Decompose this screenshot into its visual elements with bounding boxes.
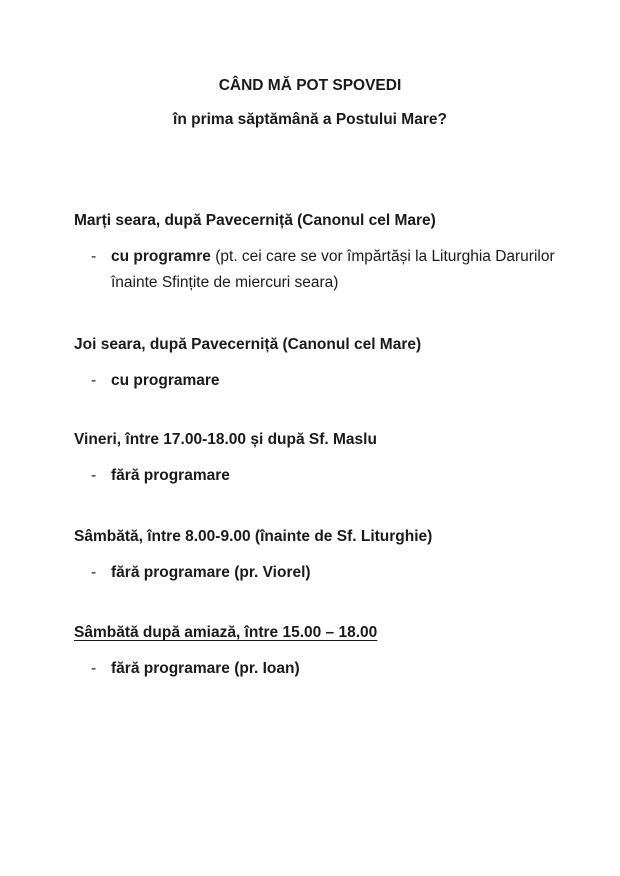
section-heading: Sâmbătă după amiază, între 15.00 – 18.00 bbox=[74, 624, 378, 641]
section-heading: Joi seara, după Pavecerniță (Canonul cel Mare) bbox=[74, 336, 422, 353]
page-title: CÂND MĂ POT SPOVEDI bbox=[218, 77, 402, 94]
list-item bbox=[74, 560, 594, 586]
dash-bullet: - bbox=[91, 660, 97, 677]
schedule-section-saturday-afternoon bbox=[74, 622, 594, 682]
item-emphasis: fără programare bbox=[111, 467, 230, 484]
section-heading: Sâmbătă, între 8.00-9.00 (înainte de Sf. Liturghie) bbox=[74, 528, 433, 545]
page-subtitle: în prima săptămână a Postului Mare? bbox=[173, 111, 447, 128]
dash-bullet: - bbox=[91, 564, 97, 581]
schedule-section-thursday bbox=[74, 334, 594, 394]
dash-bullet: - bbox=[91, 248, 97, 265]
item-emphasis: fără programare (pr. Ioan) bbox=[111, 660, 300, 677]
item-emphasis: fără programare (pr. Viorel) bbox=[111, 564, 311, 581]
list-item bbox=[74, 463, 594, 489]
item-emphasis: cu programre bbox=[111, 248, 211, 265]
item-emphasis: cu programare bbox=[111, 372, 220, 389]
list-item bbox=[74, 656, 594, 682]
dash-bullet: - bbox=[91, 372, 97, 389]
dash-bullet: - bbox=[91, 467, 97, 484]
schedule-section-saturday-morning bbox=[74, 526, 594, 586]
schedule-section-friday bbox=[74, 429, 594, 489]
section-heading: Vineri, între 17.00-18.00 și după Sf. Maslu bbox=[74, 431, 377, 448]
item-note: (pt. cei care se vor împărtăși la Liturghia Darurilor înainte Sfințite de miercuri seara) bbox=[111, 248, 555, 291]
section-heading: Marți seara, după Pavecerniță (Canonul cel Mare) bbox=[74, 212, 436, 229]
list-item bbox=[74, 368, 594, 394]
schedule-section-tuesday bbox=[74, 210, 594, 296]
list-item bbox=[74, 244, 594, 296]
